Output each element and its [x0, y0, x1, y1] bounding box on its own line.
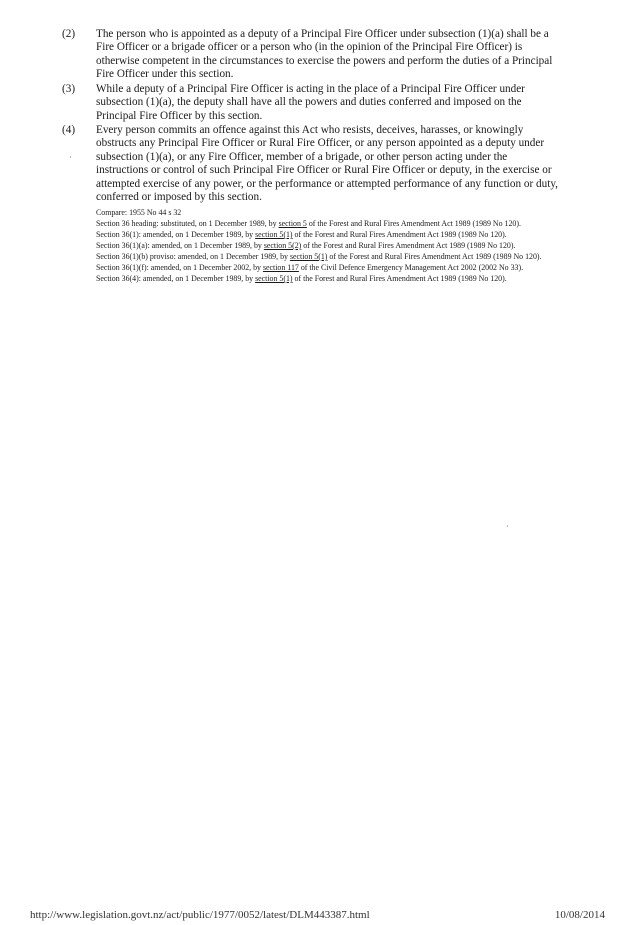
- subsection-3: [62, 83, 562, 123]
- note-text: Section 36(4): amended, on 1 December 1989, by: [96, 273, 256, 283]
- note-text: Section 36(1): amended, on 1 December 1989, by: [96, 229, 256, 239]
- subsection-2: [62, 28, 562, 82]
- note-text: of the Forest and Rural Fires Amendment Act 1989 (1989 No 120).: [292, 229, 507, 239]
- page-footer: [30, 909, 605, 922]
- scan-speck: ·: [506, 522, 509, 531]
- section-link[interactable]: section 5(1): [255, 273, 293, 283]
- note-text: of the Civil Defence Emergency Management Act 2002 (2002 No 33).: [298, 262, 524, 272]
- subsection-number: (2): [62, 28, 76, 40]
- note-text: Section 36(1)(b) proviso: amended, on 1 December 1989, by: [96, 251, 290, 261]
- subsection-text: While a deputy of a Principal Fire Officer is acting in the place of a Principal Fire Officer under subsection (1)(a), the deputy shall have all the powers and duties conferred and imposed on the Principal Fire Officer by this section.: [96, 83, 525, 122]
- subsection-text: Every person commits an offence against this Act who resists, deceives, harasses, or knowingly obstructs any Principal Fire Officer or Rural Fire Officer, or any person appointed as a deputy under subsection (1)(a), or any Fire Officer, member of a brigade, or other person acting under the instructions or control of such Principal Fire Officer or Rural Fire Officer or deputy, in the exercise or attempted exercise of any power, or the performance or attempted performance of any function or duty, conferred or imposed by this section.: [96, 124, 558, 204]
- section-link[interactable]: section 5(2): [263, 240, 302, 250]
- subsection-number: (4): [62, 124, 76, 136]
- note-text: Section 36(1)(a): amended, on 1 December 1989, by: [96, 240, 264, 250]
- footer-date: 10/08/2014: [554, 909, 605, 921]
- amendment-note: [96, 219, 571, 229]
- note-text: of the Forest and Rural Fires Amendment Act 1989 (1989 No 120).: [301, 240, 516, 250]
- amendment-note: [96, 230, 571, 240]
- footer-url: http://www.legislation.govt.nz/act/public/1977/0052/latest/DLM443387.html: [30, 909, 370, 921]
- note-text: of the Forest and Rural Fires Amendment Act 1989 (1989 No 120).: [327, 251, 542, 261]
- subsection-4: [62, 124, 562, 204]
- note-text: Section 36 heading: substituted, on 1 December 1989, by: [96, 218, 279, 228]
- note-text: of the Forest and Rural Fires Amendment Act 1989 (1989 No 120).: [306, 218, 521, 228]
- amendment-note: [96, 241, 571, 251]
- subsection-text: The person who is appointed as a deputy of a Principal Fire Officer under subsection (1)(a) shall be a Fire Officer or a brigade officer or a person who (in the opinion of the Principal Fire Officer) is otherwise competent in the circumstances to exercise the powers and perform the duties of a Principal Fire Officer under this section.: [96, 28, 553, 81]
- section-link[interactable]: section 5: [278, 218, 307, 228]
- section-link[interactable]: section 5(1): [255, 229, 293, 239]
- compare-note: Compare: 1955 No 44 s 32: [96, 208, 182, 217]
- scan-speck: ·: [69, 153, 72, 162]
- amendment-note: [96, 274, 571, 284]
- amendment-note: [96, 252, 571, 262]
- section-link[interactable]: section 5(1): [289, 251, 328, 261]
- section-link[interactable]: section 117: [262, 262, 299, 272]
- note-text: of the Forest and Rural Fires Amendment Act 1989 (1989 No 120).: [292, 273, 507, 283]
- subsection-number: (3): [62, 83, 76, 95]
- amendment-note: [96, 263, 571, 273]
- amendment-notes: [96, 208, 571, 285]
- note-text: Section 36(1)(f): amended, on 1 December 2002, by: [96, 262, 263, 272]
